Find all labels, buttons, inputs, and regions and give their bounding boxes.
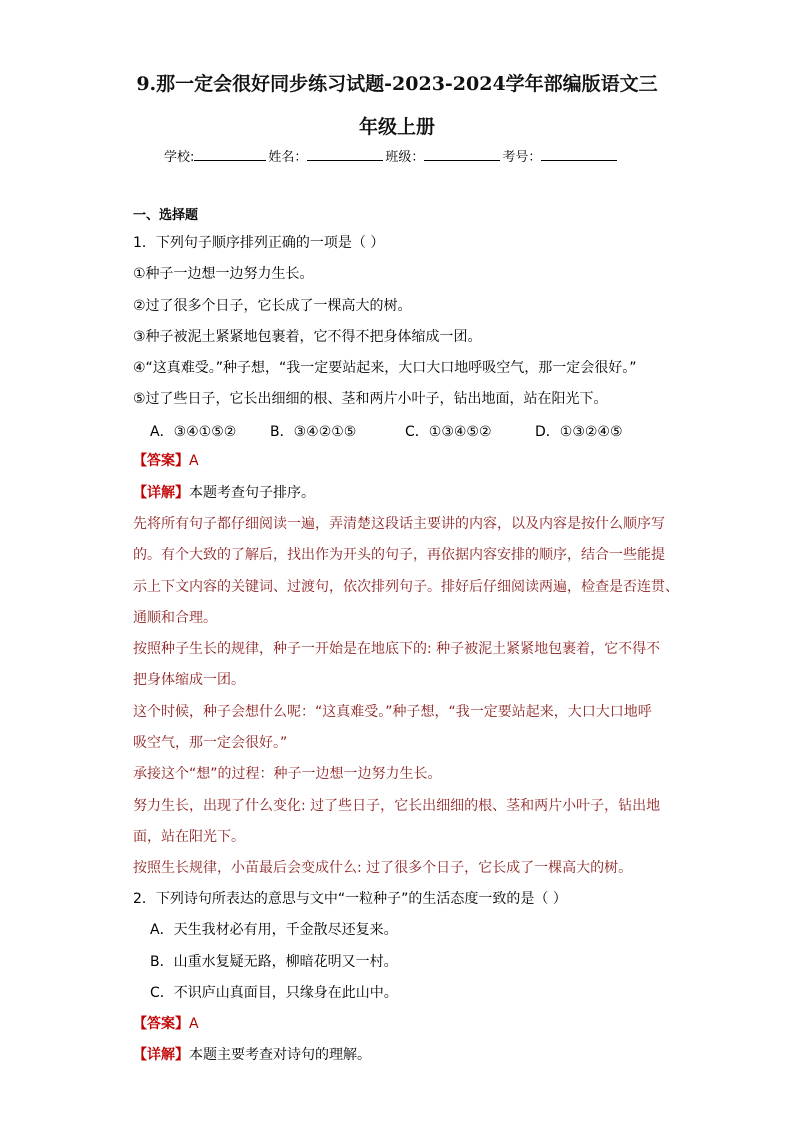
- q1-explanation-line: 努力生长，出现了什么变化: 过了些日子，它长出细细的根、茎和两片小叶子，钻出地: [133, 798, 661, 814]
- q1-answer-tag: 【答案】: [133, 453, 189, 469]
- q2-answer: [133, 1015, 199, 1033]
- q1-sentence-2: ②过了很多个日子，它长成了一棵高大的树。: [133, 298, 412, 314]
- q1-stem: 1．下列句子顺序排列正确的一项是（ ）: [133, 235, 385, 251]
- q1-sentence-5: ⑤过了些日子，它长出细细的根、茎和两片小叶子，钻出地面，站在阳光下。: [133, 391, 608, 407]
- q1-sentence-3: ③种子被泥土紧紧地包裹着，它不得不把身体缩成一团。: [133, 329, 482, 345]
- q1-answer: [133, 452, 199, 470]
- q1-explanation-line: 的。有个大致的了解后，找出作为开头的句子，再依据内容安排的顺序，结合一些能提: [133, 547, 665, 563]
- q2-answer-value: A: [189, 1016, 199, 1032]
- q1-explanation-line: 吸空气，那一定会很好。”: [133, 735, 288, 751]
- q1-detail-text: 本题考查句子排序。: [189, 485, 315, 501]
- q1-explanation-line: 通顺和合理。: [133, 610, 217, 626]
- q1-explanation-line: 按照生长规律，小苗最后会变成什么: 过了很多个日子，它长成了一棵高大的树。: [133, 860, 633, 876]
- q2-stem: 2．下列诗句所表达的意思与文中“一粒种子”的生活态度一致的是（ ）: [133, 891, 567, 907]
- q1-sentence-1: ①种子一边想一边努力生长。: [133, 266, 314, 282]
- q1-sentence-4: ④“这真难受。”种子想，“我一定要站起来，大口大口地呼吸空气，那一定会很好。”: [133, 360, 637, 376]
- q1-explanation-line: 承接这个“想”的过程：种子一边想一边努力生长。: [133, 766, 442, 782]
- class-label: 班级：: [385, 150, 425, 165]
- school-label: 学校:: [164, 150, 195, 165]
- q1-option-a: A．③④①⑤②: [150, 424, 237, 440]
- exam-no-label: 考号：: [502, 150, 542, 165]
- q1-options: [150, 421, 623, 441]
- q1-option-b: B．③④②①⑤: [270, 424, 357, 440]
- document-title-line2: 年级上册: [358, 116, 435, 138]
- q2-option-b: B．山重水复疑无路，柳暗花明又一村。: [150, 954, 398, 970]
- class-blank: [424, 148, 500, 161]
- school-blank: [194, 148, 266, 161]
- q2-detail: [133, 1046, 371, 1064]
- q1-explanation-line: 这个时候，种子会想什么呢：“这真难受。”种子想，“我一定要站起来，大口大口地呼: [133, 704, 652, 720]
- q1-option-d: D．①③②④⑤: [535, 424, 623, 440]
- document-title-line1: 9.那一定会很好同步练习试题-2023-2024学年部编版语文三: [136, 73, 658, 95]
- q1-option-c: C．①③④⑤②: [405, 424, 492, 440]
- q1-explanation-line: 先将所有句子都仔细阅读一遍，弄清楚这段话主要讲的内容，以及内容是按什么顺序写: [133, 516, 665, 532]
- q1-explanation-line: 把身体缩成一团。: [133, 672, 245, 688]
- q2-option-c: C．不识庐山真面目，只缘身在此山中。: [150, 985, 398, 1001]
- name-blank: [307, 148, 383, 161]
- q1-detail: [133, 484, 315, 502]
- exam-no-blank: [541, 148, 617, 161]
- student-info-line: [164, 146, 619, 165]
- name-label: 姓名：: [268, 150, 308, 165]
- q1-detail-tag: 【详解】: [133, 485, 189, 501]
- q1-answer-value: A: [189, 453, 199, 469]
- q2-option-a: A．天生我材必有用，千金散尽还复来。: [150, 922, 398, 938]
- q2-detail-tag: 【详解】: [133, 1047, 189, 1063]
- q2-detail-text: 本题主要考查对诗句的理解。: [189, 1047, 371, 1063]
- q1-explanation-line: 示上下文内容的关键词、过渡句，依次排列句子。排好后仔细阅读两遍，检查是否连贯、: [133, 579, 679, 595]
- q1-explanation-line: 按照种子生长的规律，种子一开始是在地底下的: 种子被泥土紧紧地包裹着，它不得不: [133, 641, 661, 657]
- q1-explanation-line: 面，站在阳光下。: [133, 829, 245, 845]
- section-heading: 一、选择题: [133, 208, 199, 223]
- q2-answer-tag: 【答案】: [133, 1016, 189, 1032]
